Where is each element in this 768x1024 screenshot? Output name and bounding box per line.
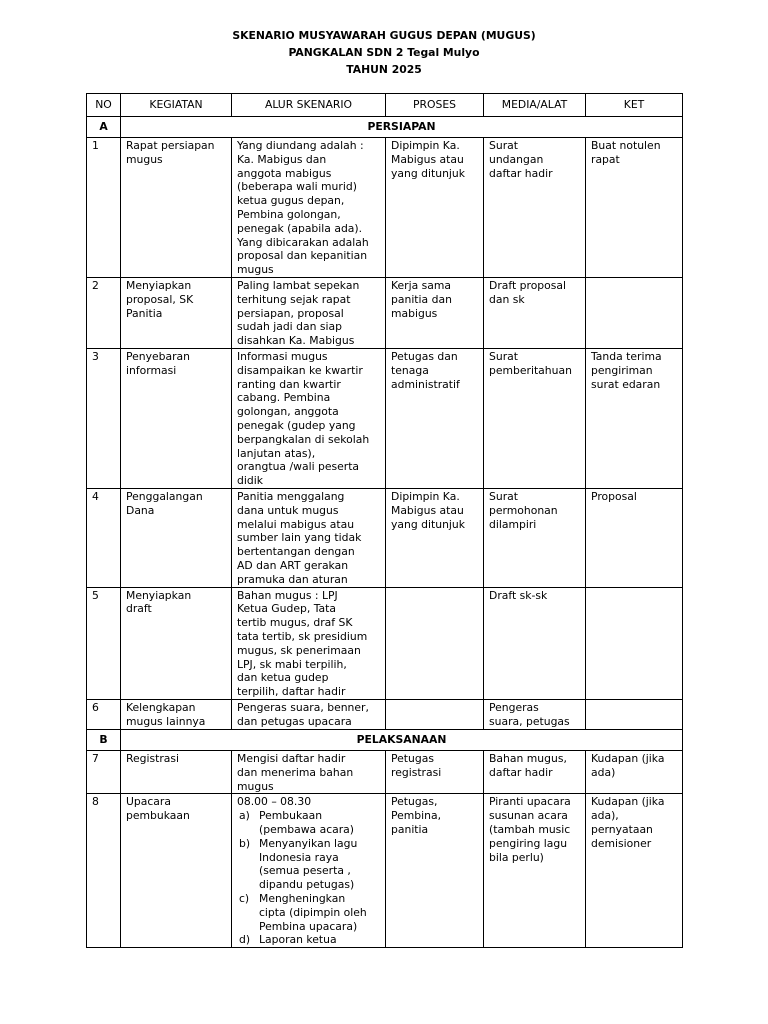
list-text: Menyanyikan lagu Indonesia raya (semua peserta , dipandu petugas) bbox=[259, 836, 358, 892]
row-kegiatan: Penyebaran informasi bbox=[121, 348, 232, 488]
table-row bbox=[87, 488, 683, 587]
row-media: Surat pemberitahuan bbox=[484, 348, 586, 488]
list-item bbox=[239, 836, 380, 892]
row-media: Bahan mugus, daftar hadir bbox=[484, 750, 586, 793]
table-header-row bbox=[87, 94, 683, 117]
row-proses: Petugas registrasi bbox=[386, 750, 484, 793]
table-row bbox=[87, 278, 683, 349]
document-title: SKENARIO MUSYAWARAH GUGUS DEPAN (MUGUS) bbox=[232, 29, 536, 42]
row-ket: Kudapan (jika ada), pernyataan demisioner bbox=[586, 794, 683, 948]
alur-list bbox=[237, 809, 380, 947]
row-ket: Tanda terima pengiriman surat edaran bbox=[586, 348, 683, 488]
row-media: Surat permohonan dilampiri bbox=[484, 488, 586, 587]
table-row bbox=[87, 794, 683, 948]
row-no: 5 bbox=[87, 587, 121, 699]
header-alur-skenario: ALUR SKENARIO bbox=[232, 94, 386, 117]
row-ket: Kudapan (jika ada) bbox=[586, 750, 683, 793]
section-label: PELAKSANAAN bbox=[121, 729, 683, 750]
list-marker: b) bbox=[239, 836, 251, 850]
row-no: 8 bbox=[87, 794, 121, 948]
row-no: 6 bbox=[87, 699, 121, 729]
header-no: NO bbox=[87, 94, 121, 117]
row-alur bbox=[232, 794, 386, 948]
row-kegiatan: Kelengkapan mugus lainnya bbox=[121, 699, 232, 729]
list-text: Laporan ketua bbox=[259, 933, 337, 947]
scenario-table bbox=[86, 93, 683, 948]
alur-time: 08.00 – 08.30 bbox=[237, 795, 312, 809]
section-code: B bbox=[87, 729, 121, 750]
row-ket bbox=[586, 699, 683, 729]
row-kegiatan: Rapat persiapan mugus bbox=[121, 138, 232, 278]
row-proses: Kerja sama panitia dan mabigus bbox=[386, 278, 484, 349]
row-no: 3 bbox=[87, 348, 121, 488]
document-year: TAHUN 2025 bbox=[346, 63, 422, 76]
list-text: Pembukaan (pembawa acara) bbox=[259, 809, 355, 836]
row-alur: Mengisi daftar hadir dan menerima bahan mugus bbox=[232, 750, 386, 793]
row-kegiatan: Registrasi bbox=[121, 750, 232, 793]
section-code: A bbox=[87, 117, 121, 138]
table-row bbox=[87, 348, 683, 488]
table-row bbox=[87, 750, 683, 793]
row-media: Pengeras suara, petugas bbox=[484, 699, 586, 729]
row-ket: Proposal bbox=[586, 488, 683, 587]
header-ket: KET bbox=[586, 94, 683, 117]
row-alur: Informasi mugus disampaikan ke kwartir ranting dan kwartir cabang. Pembina golongan, anggota penegak (gudep yang berpangkalan di sekolah lanjutan atas), orangtua /wali peserta didik bbox=[232, 348, 386, 488]
document-subtitle: PANGKALAN SDN 2 Tegal Mulyo bbox=[288, 46, 480, 59]
list-marker: d) bbox=[239, 933, 251, 947]
row-proses: Petugas, Pembina, panitia bbox=[386, 794, 484, 948]
row-alur: Panitia menggalang dana untuk mugus melalui mabigus atau sumber lain yang tidak bertentangan dengan AD dan ART gerakan pramuka dan aturan bbox=[232, 488, 386, 587]
row-proses: Dipimpin Ka. Mabigus atau yang ditunjuk bbox=[386, 488, 484, 587]
row-kegiatan: Upacara pembukaan bbox=[121, 794, 232, 948]
list-item bbox=[239, 891, 380, 933]
row-alur: Pengeras suara, benner, dan petugas upacara bbox=[232, 699, 386, 729]
section-label: PERSIAPAN bbox=[121, 117, 683, 138]
row-no: 2 bbox=[87, 278, 121, 349]
row-kegiatan: Menyiapkan proposal, SK Panitia bbox=[121, 278, 232, 349]
row-media: Draft proposal dan sk bbox=[484, 278, 586, 349]
row-proses: Petugas dan tenaga administratif bbox=[386, 348, 484, 488]
section-row-pelaksanaan bbox=[87, 729, 683, 750]
table-row bbox=[87, 587, 683, 699]
row-kegiatan: Menyiapkan draft bbox=[121, 587, 232, 699]
row-proses bbox=[386, 587, 484, 699]
list-item bbox=[239, 809, 380, 837]
row-no: 1 bbox=[87, 138, 121, 278]
row-ket: Buat notulen rapat bbox=[586, 138, 683, 278]
list-marker: c) bbox=[239, 891, 250, 905]
row-alur: Paling lambat sepekan terhitung sejak rapat persiapan, proposal sudah jadi dan siap disahkan Ka. Mabigus bbox=[232, 278, 386, 349]
row-kegiatan: Penggalangan Dana bbox=[121, 488, 232, 587]
row-no: 4 bbox=[87, 488, 121, 587]
header-proses: PROSES bbox=[386, 94, 484, 117]
row-no: 7 bbox=[87, 750, 121, 793]
section-row-persiapan bbox=[87, 117, 683, 138]
list-text: Mengheningkan cipta (dipimpin oleh Pembina upacara) bbox=[259, 891, 367, 933]
header-kegiatan: KEGIATAN bbox=[121, 94, 232, 117]
row-ket bbox=[586, 278, 683, 349]
header-media-alat: MEDIA/ALAT bbox=[484, 94, 586, 117]
row-media: Draft sk-sk bbox=[484, 587, 586, 699]
row-media: Surat undangan daftar hadir bbox=[484, 138, 586, 278]
row-alur: Bahan mugus : LPJ Ketua Gudep, Tata tertib mugus, draf SK tata tertib, sk presidium mugus, sk penerimaan LPJ, sk mabi terpilih, dan ketua gudep terpilih, daftar hadir bbox=[232, 587, 386, 699]
row-proses bbox=[386, 699, 484, 729]
table-row bbox=[87, 699, 683, 729]
list-item bbox=[239, 933, 380, 947]
table-row bbox=[87, 138, 683, 278]
row-ket bbox=[586, 587, 683, 699]
row-alur: Yang diundang adalah : Ka. Mabigus dan anggota mabigus (beberapa wali murid) ketua gugus depan, Pembina golongan, penegak (apabila ada). Yang dibicarakan adalah proposal dan kepanitian mugus bbox=[232, 138, 386, 278]
row-media: Piranti upacara susunan acara (tambah music pengiring lagu bila perlu) bbox=[484, 794, 586, 948]
list-marker: a) bbox=[239, 809, 250, 823]
row-proses: Dipimpin Ka. Mabigus atau yang ditunjuk bbox=[386, 138, 484, 278]
